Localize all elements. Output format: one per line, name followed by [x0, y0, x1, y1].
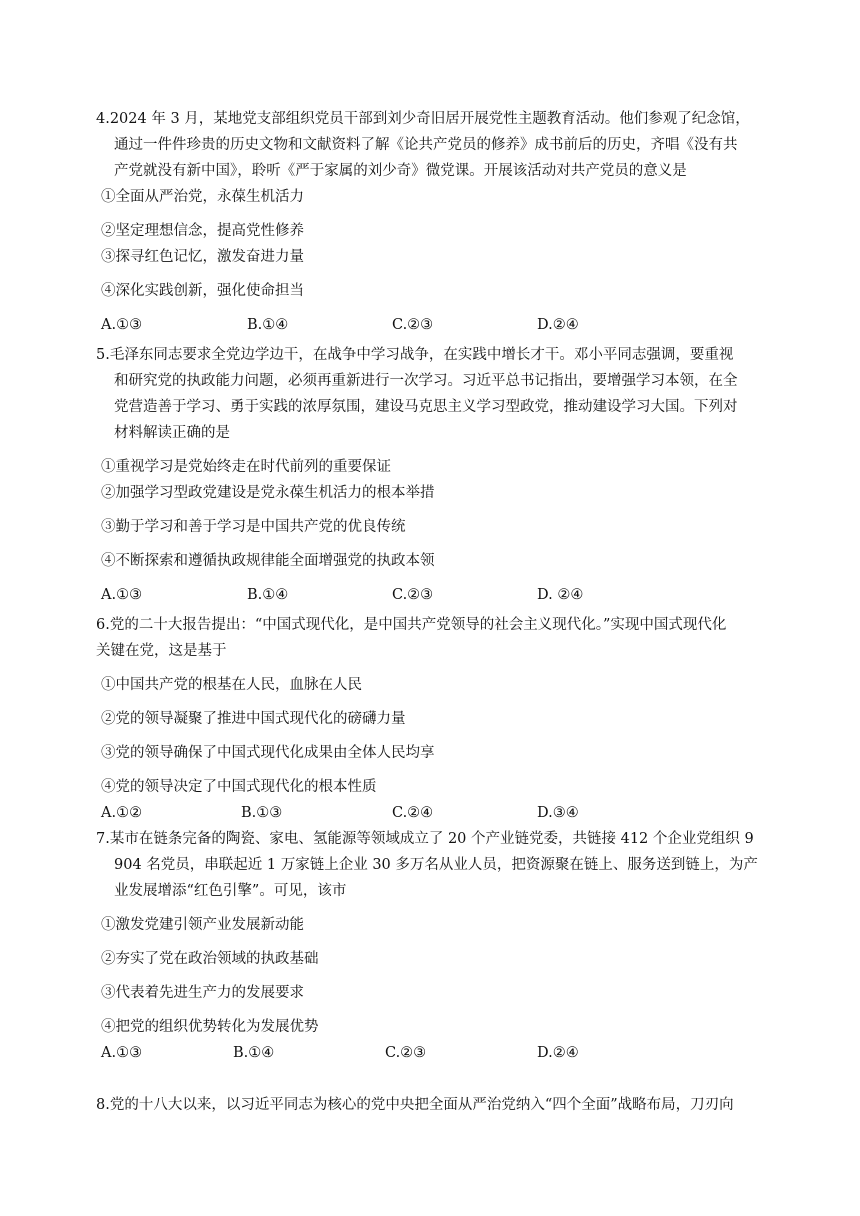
question-5-option-c[interactable]: C.②③ [392, 587, 434, 603]
question-5-item-2: ②加强学习型政党建设是党永葆生机活力的根本举措 [101, 485, 435, 501]
question-7-option-b[interactable]: B.①④ [233, 1045, 275, 1061]
question-6-item-3: ③党的领导确保了中国式现代化成果由全体人民均享 [101, 745, 435, 761]
question-5-stem-line-1: 5.毛泽东同志要求全党边学边干，在战争中学习战争，在实践中增长才干。邓小平同志强调，要重视 [96, 347, 734, 363]
question-5-stem-line-3: 党营造善于学习、勇于实践的浓厚氛围，建设马克思主义学习型政党，推动建设学习大国。下列对 [114, 399, 738, 415]
question-6-option-d[interactable]: D.③④ [537, 805, 579, 821]
question-4-option-c[interactable]: C.②③ [392, 317, 434, 333]
question-7-option-c[interactable]: C.②③ [385, 1045, 427, 1061]
question-7-stem-line-3: 业发展增添“红色引擎”。可见，该市 [114, 883, 347, 899]
question-4-option-d[interactable]: D.②④ [537, 317, 579, 333]
question-6-options [0, 803, 860, 823]
question-7-item-1: ①激发党建引领产业发展新动能 [101, 917, 304, 933]
question-8-stem-line-1: 8.党的十八大以来，以习近平同志为核心的党中央把全面从严治党纳入“四个全面”战略布局，刀刃向 [96, 1097, 734, 1113]
question-6-stem-line-1: 6.党的二十大报告提出：“中国式现代化，是中国共产党领导的社会主义现代化。”实现中国式现代化 [96, 617, 727, 633]
question-5-options [0, 585, 860, 605]
question-6-item-1: ①中国共产党的根基在人民，血脉在人民 [101, 677, 362, 693]
question-7-options [0, 1043, 860, 1063]
question-6-item-4: ④党的领导决定了中国式现代化的根本性质 [101, 779, 377, 795]
question-4-stem-line-3: 产党就没有新中国》，聆听《严于家属的刘少奇》微党课。开展该活动对共产党员的意义是 [114, 163, 687, 179]
question-7-item-2: ②夯实了党在政治领域的执政基础 [101, 951, 319, 967]
question-7-stem-line-1: 7.某市在链条完备的陶瓷、家电、氢能源等领域成立了 20 个产业链党委，共链接 412 个企业党组织 9 [96, 831, 754, 847]
question-4-item-2: ②坚定理想信念，提高党性修养 [101, 223, 304, 239]
question-4-option-b[interactable]: B.①④ [247, 317, 289, 333]
question-5-option-a[interactable]: A.①③ [101, 587, 143, 603]
question-4-stem-line-1: 4.2024 年 3 月，某地党支部组织党员干部到刘少奇旧居开展党性主题教育活动。他们参观了纪念馆， [96, 111, 750, 127]
question-5-item-4: ④不断探索和遵循执政规律能全面增强党的执政本领 [101, 553, 435, 569]
question-7-item-4: ④把党的组织优势转化为发展优势 [101, 1019, 319, 1035]
question-7-option-a[interactable]: A.①③ [101, 1045, 143, 1061]
question-5-stem-line-4: 材料解读正确的是 [114, 425, 230, 441]
question-6-stem-line-2: 关键在党，这是基于 [96, 643, 227, 659]
question-4-item-1: ①全面从严治党，永葆生机活力 [101, 189, 304, 205]
question-5-option-d[interactable]: D. ②④ [537, 587, 584, 603]
question-7-option-d[interactable]: D.②④ [537, 1045, 579, 1061]
question-5-option-b[interactable]: B.①④ [247, 587, 289, 603]
question-4-option-a[interactable]: A.①③ [101, 317, 143, 333]
question-4-item-4: ④深化实践创新，强化使命担当 [101, 283, 304, 299]
question-5-item-1: ①重视学习是党始终走在时代前列的重要保证 [101, 459, 391, 475]
question-7-stem-line-2: 904 名党员，串联起近 1 万家链上企业 30 多万名从业人员，把资源聚在链上、服务送到链上，为产 [114, 857, 758, 873]
question-6-option-a[interactable]: A.①② [101, 805, 143, 821]
question-4-stem-line-2: 通过一件件珍贵的历史文物和文献资料了解《论共产党员的修养》成书前后的历史，齐唱《没有共 [114, 137, 738, 153]
question-5-item-3: ③勤于学习和善于学习是中国共产党的优良传统 [101, 519, 406, 535]
question-6-option-c[interactable]: C.②④ [392, 805, 434, 821]
question-7-item-3: ③代表着先进生产力的发展要求 [101, 985, 304, 1001]
question-4-item-3: ③探寻红色记忆，激发奋进力量 [101, 249, 304, 265]
question-4-options [0, 315, 860, 335]
question-6-option-b[interactable]: B.①③ [241, 805, 283, 821]
question-5-stem-line-2: 和研究党的执政能力问题，必须再重新进行一次学习。习近平总书记指出，要增强学习本领，在全 [114, 373, 738, 389]
question-6-item-2: ②党的领导凝聚了推进中国式现代化的磅礴力量 [101, 711, 406, 727]
